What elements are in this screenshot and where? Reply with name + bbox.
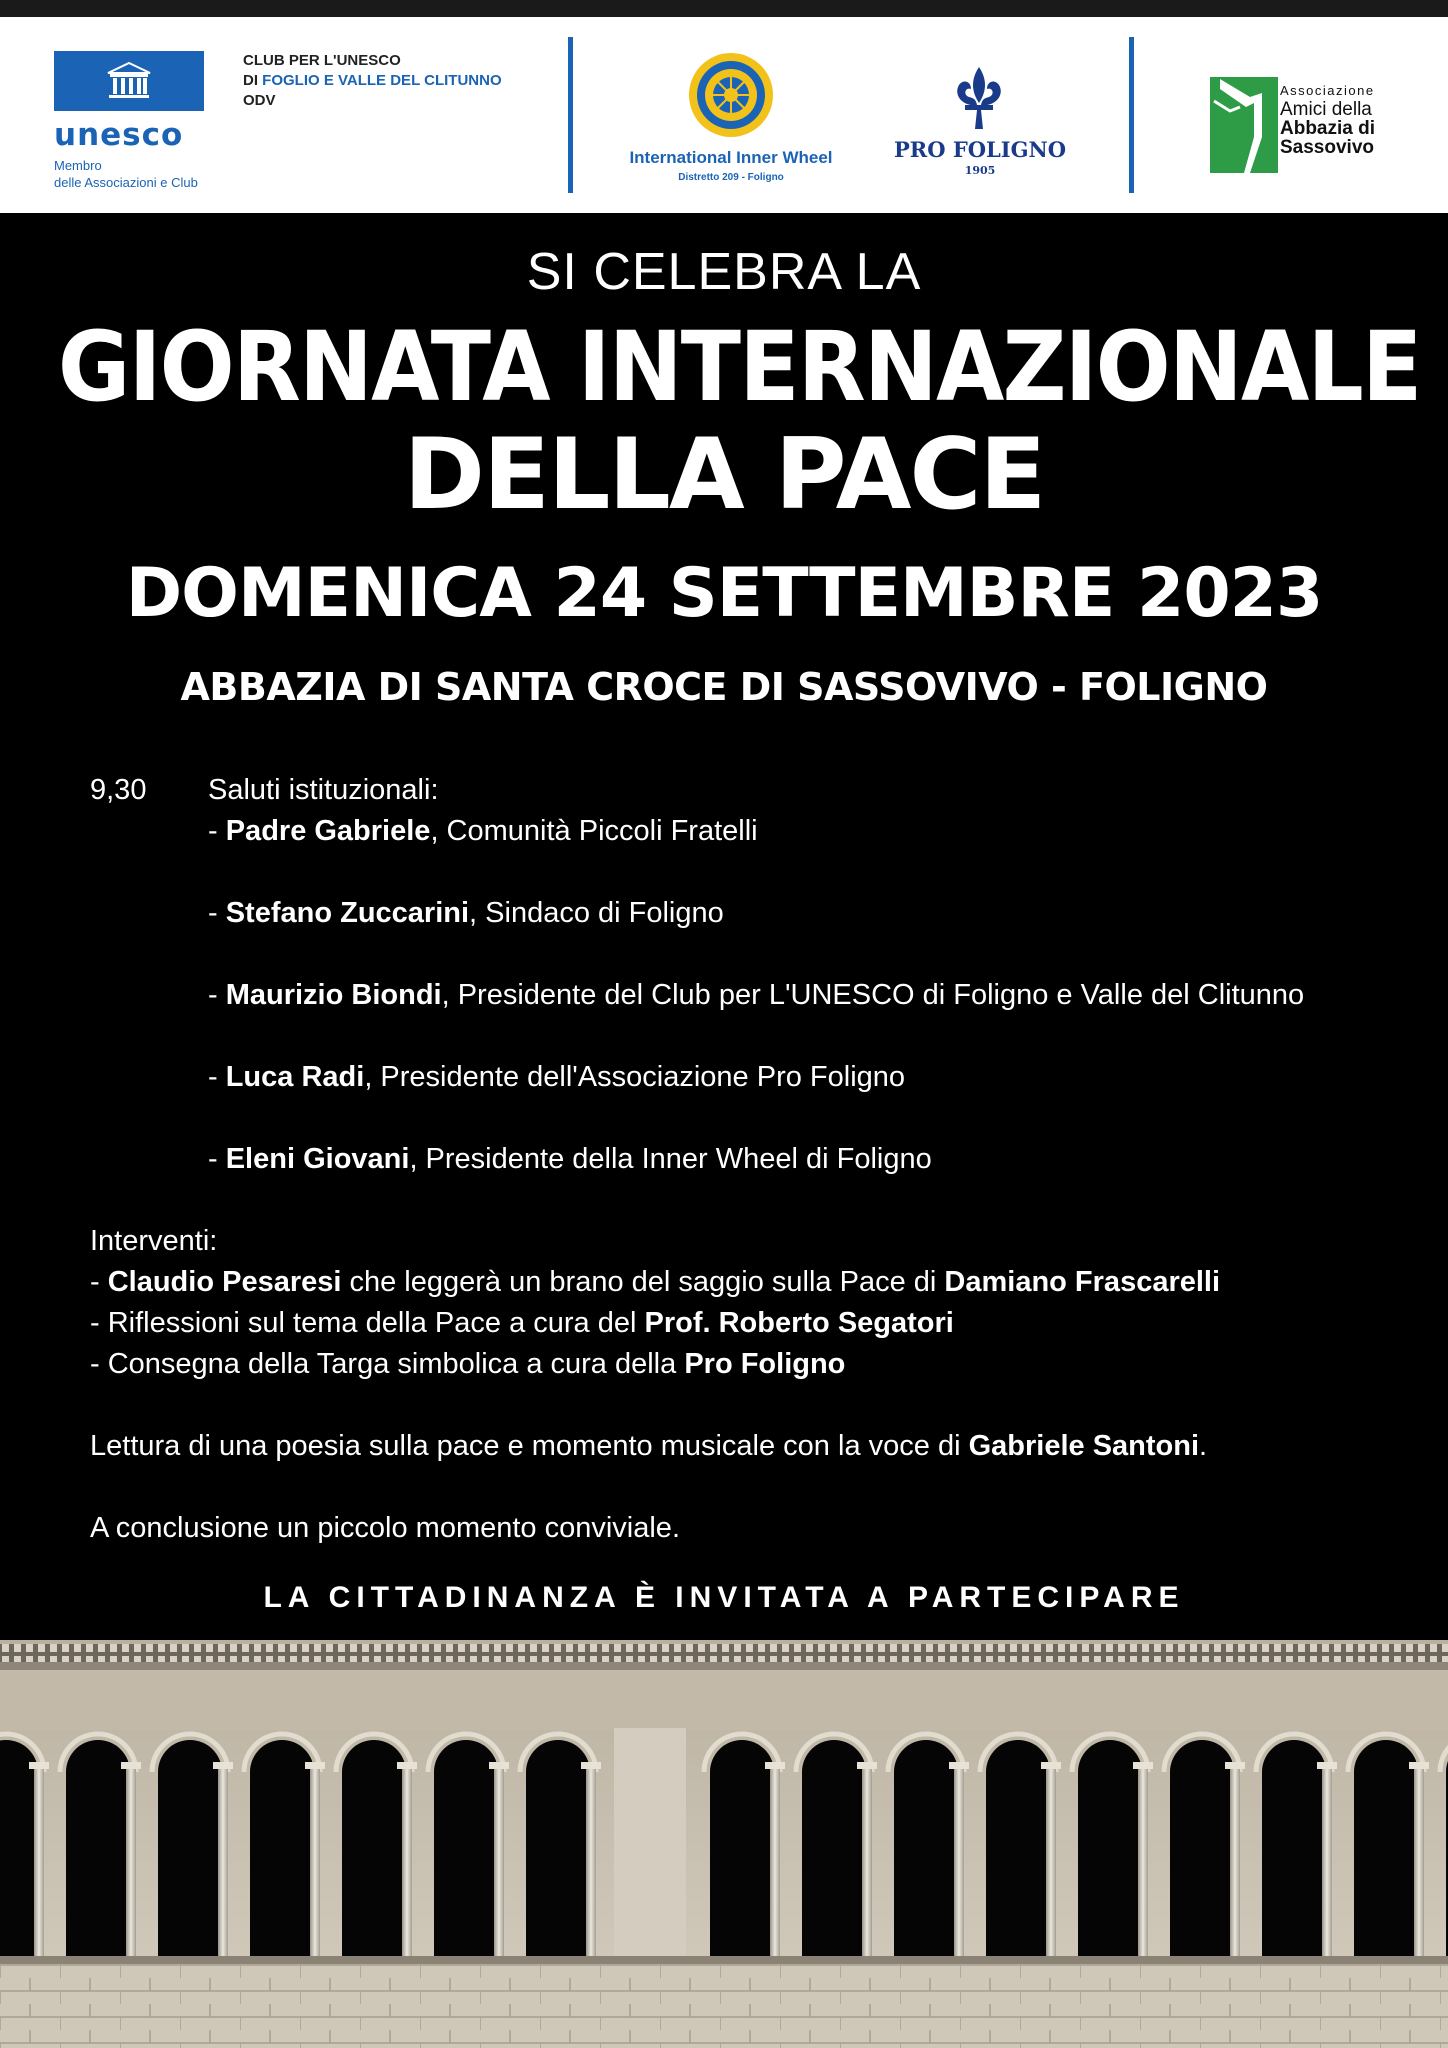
inner-wheel-emblem [687,51,775,139]
cloister-photo [0,1640,1448,2048]
intervento-name: Damiano Frascarelli [944,1266,1221,1298]
abbazia-line1: Associazione [1280,83,1375,98]
title-line1: GIORNATA INTERNAZIONALE [57,311,1421,423]
speaker-dash: - [208,979,226,1011]
abbazia-line3: Abbazia di [1280,118,1376,139]
interventi-label: Interventi: [90,1225,218,1257]
unesco-caption-line1: Membro [54,158,102,173]
unesco-caption-line2: delle Associazioni e Club [54,175,198,190]
program-time: 9,30 [90,774,147,806]
title-line2: DELLA PACE [403,418,1045,532]
temple-icon [106,61,152,101]
intervento-text: - Consegna della Targa simbolica a cura della [90,1348,685,1380]
abbazia-line4: Sassovivo [1280,137,1374,158]
speaker-item [208,811,758,852]
club-line3: ODV [243,92,276,109]
arcade [0,1728,1448,1956]
speaker-dash: - [208,1143,226,1175]
saluti-label: Saluti istituzionali: [208,774,439,806]
speaker-item [208,893,724,934]
speaker-item [208,1139,932,1180]
divider-right [1129,37,1134,193]
top-border [0,0,1448,17]
abbazia-line2: Amici della [1280,99,1372,120]
pro-foligno-year: 1905 [964,164,996,177]
intervento-item [90,1344,845,1385]
club-line2 [243,71,502,91]
speaker-item [208,1057,905,1098]
speaker-name: Stefano Zuccarini [225,897,470,929]
abbazia-emblem [1210,77,1278,173]
speaker-name: Padre Gabriele [225,815,431,847]
club-line1: CLUB PER L'UNESCO [243,52,401,69]
speaker-dash: - [208,1061,226,1093]
unesco-wordmark: unesco [54,117,184,153]
speaker-name: Maurizio Biondi [225,979,442,1011]
fleur-de-lis-icon [951,65,1007,137]
lettura-text: Lettura di una poesia sulla pace e momento musicale con la voce di [90,1430,969,1462]
abbazia-name [1280,81,1375,157]
invitation: LA CITTADINANZA È INVITATA A PARTECIPARE [263,1581,1185,1614]
unesco-caption [54,157,198,191]
intervento-text: che leggerà un brano del saggio sulla Pace di [341,1266,945,1298]
inner-wheel-district: Distretto 209 - Foligno [678,172,784,183]
speaker-dash: - [208,815,226,847]
lettura-end: . [1199,1430,1208,1462]
speaker-role: , Comunità Piccoli Fratelli [430,815,758,847]
conclusione-line: A conclusione un piccolo momento conviviale. [90,1512,680,1544]
logo-header [0,17,1448,213]
intervento-name: Pro Foligno [684,1348,846,1380]
intervento-text: - Riflessioni sul tema della Pace a cura del [90,1307,645,1339]
intervento-name: Prof. Roberto Segatori [644,1307,954,1339]
unesco-emblem [54,51,204,111]
speaker-role: , Sindaco di Foligno [469,897,724,929]
intervento-item [90,1262,1220,1303]
lettura-line [90,1426,1207,1467]
title-intro: SI CELEBRA LA [526,243,922,301]
pro-foligno-name: PRO FOLIGNO [893,137,1067,162]
speaker-role: , Presidente dell'Associazione Pro Foligno [364,1061,906,1093]
speaker-role: , Presidente del Club per L'UNESCO di Foligno e Valle del Clitunno [441,979,1305,1011]
event-place: ABBAZIA DI SANTA CROCE DI SASSOVIVO - FOLIGNO [180,665,1268,709]
speaker-name: Luca Radi [225,1061,365,1093]
speaker-name: Eleni Giovani [225,1143,410,1175]
club-line2-place: FOGLIO E VALLE DEL CLITUNNO [262,72,502,89]
lettura-name: Gabriele Santoni [968,1430,1200,1462]
speaker-dash: - [208,897,226,929]
intervento-text: - [90,1266,108,1298]
inner-wheel-name: International Inner Wheel [629,148,833,167]
event-date: DOMENICA 24 SETTEMBRE 2023 [125,554,1323,633]
club-line2-prefix: DI [243,72,258,89]
speaker-role: , Presidente della Inner Wheel di Foligno [409,1143,932,1175]
speaker-item [208,975,1304,1016]
club-name [243,51,502,111]
divider-left [568,37,573,193]
intervento-name: Claudio Pesaresi [107,1266,342,1298]
intervento-item [90,1303,954,1344]
